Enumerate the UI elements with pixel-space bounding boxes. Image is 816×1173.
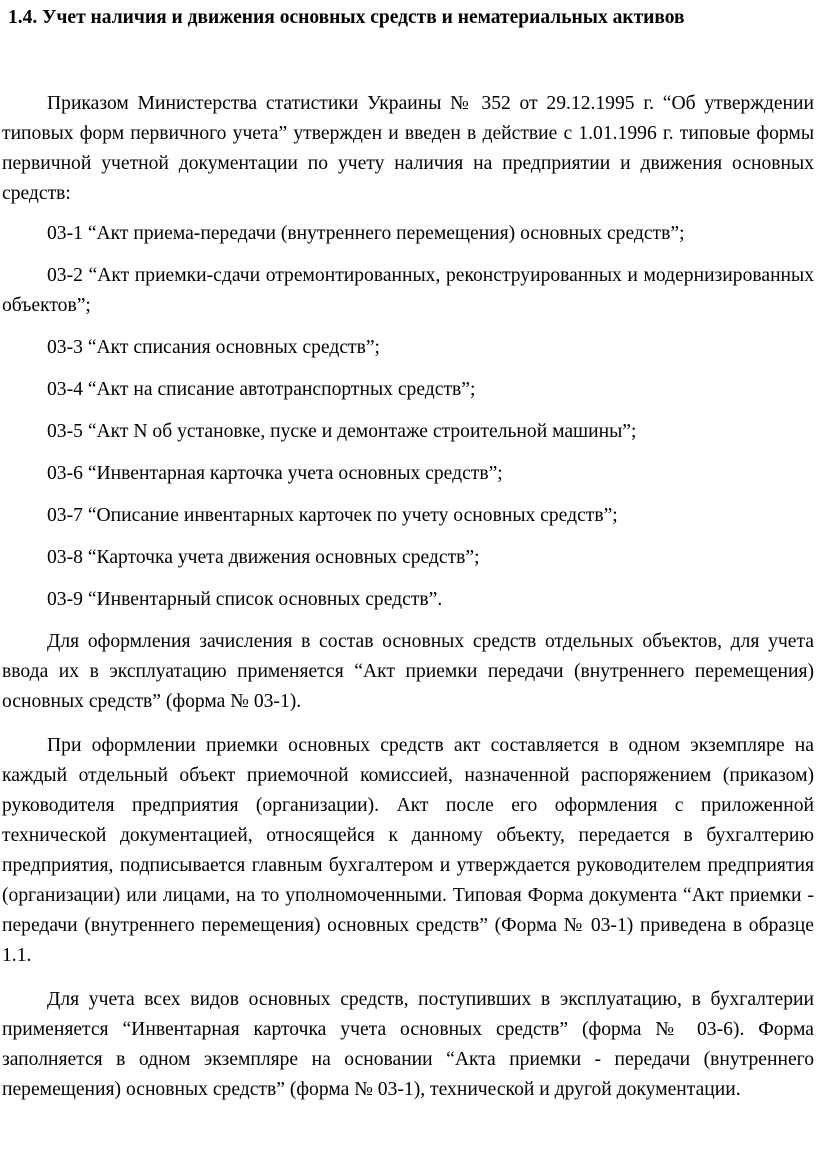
form-list-item: 03-9 “Инвентарный список основных средств”. — [47, 589, 443, 610]
body-paragraph: При оформлении приемки основных средств акт составляется в одном экземпляре на каждый отдельный объект приемочной комиссией, назначенной распоряжением (приказом) руководителя предприятия (организации). Акт после его оформления с приложенной технической документацией, относящейся к данному объекту, передается в бухгалтерию предприятия, подписывается главным бухгалтером и утверждается руководителем предприятия (организации) или лицами, на то уполномоченными. Типовая Форма документа “Акт приемки - передачи (внутреннего перемещения) основных средств” (Форма № 03-1) приведена в образце 1.1. — [2, 735, 814, 966]
form-list-item: 03-6 “Инвентарная карточка учета основных средств”; — [47, 463, 503, 484]
form-list-item: 03-5 “Акт N об установке, пуске и демонтаже строительной машины”; — [47, 421, 637, 442]
intro-paragraph: Приказом Министерства статистики Украины № 352 от 29.12.1995 г. “Об утверждении типовых форм первичного учета” утвержден и введен в действие с 1.01.1996 г. типовые формы первичной учетной документации по учету наличия на предприятии и движения основных средств: — [2, 93, 814, 204]
body-paragraph: Для оформления зачисления в состав основных средств отдельных объектов, для учета ввода их в эксплуатацию применяется “Акт приемки передачи (внутреннего перемещения) основных средств” (форма № 03-1). — [2, 631, 814, 712]
section-heading: 1.4. Учет наличия и движения основных средств и нематериальных активов — [8, 7, 685, 28]
document-body — [2, 89, 814, 1115]
form-list-item: 03-8 “Карточка учета движения основных средств”; — [47, 547, 480, 568]
form-list-item: 03-1 “Акт приема-передачи (внутреннего перемещения) основных средств”; — [47, 223, 685, 244]
form-list-item: 03-4 “Акт на списание автотранспортных средств”; — [47, 379, 476, 400]
form-list-item: 03-2 “Акт приемки-сдачи отремонтированных, реконструированных и модернизированных объектов”; — [2, 265, 814, 316]
body-paragraph: Для учета всех видов основных средств, поступивших в эксплуатацию, в бухгалтерии применяется “Инвентарная карточка учета основных средств” (форма № 03-6). Форма заполняется в одном экземпляре на основании “Акта приемки - передачи (внутреннего перемещения) основных средств” (форма № 03-1), технической и другой документации. — [2, 989, 814, 1100]
form-list-item: 03-7 “Описание инвентарных карточек по учету основных средств”; — [47, 505, 618, 526]
form-list-item: 03-3 “Акт списания основных средств”; — [47, 337, 380, 358]
